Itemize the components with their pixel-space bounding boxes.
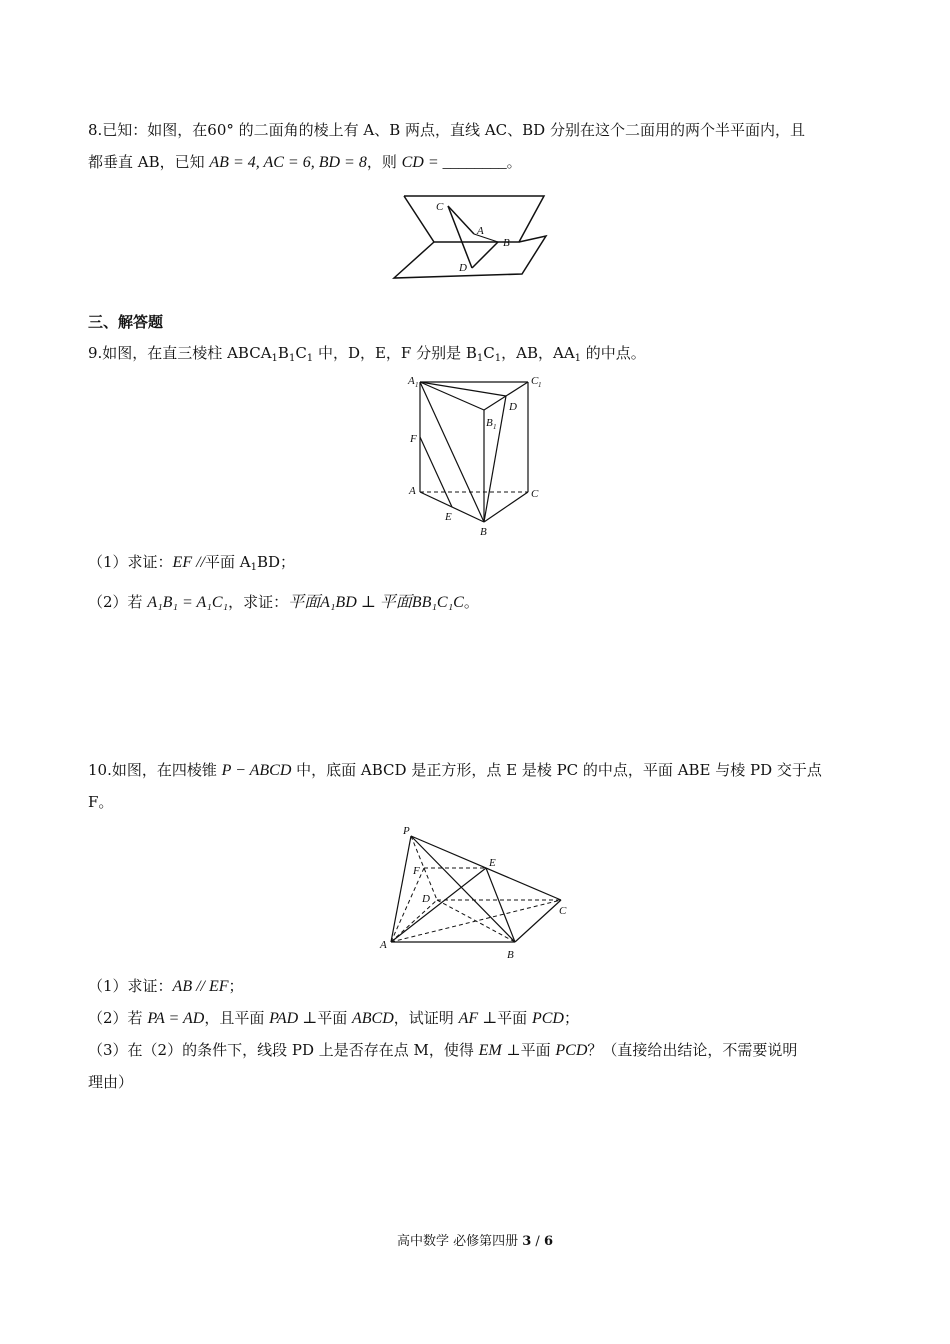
svg-text:1: 1	[493, 423, 497, 431]
section-heading-solutions: 三、解答题	[88, 313, 164, 331]
q10-part3: （3）在（2）的条件下，线段 PD 上是否存在点 M，使得 EM ⊥平面 PCD？（直接给出结论，不需要说明	[88, 1041, 798, 1059]
q9-label-e: E	[445, 511, 452, 523]
q10-line1: 10.如图，在四棱锥 P − ABCD 中，底面 ABCD 是正方形，点 E 是棱 PC 的中点，平面 ABE 与棱 PD 交于点	[88, 761, 822, 779]
svg-text:1: 1	[538, 381, 542, 389]
q10-label-p: P	[403, 825, 410, 837]
q10-pyramid-figure	[375, 822, 575, 962]
q10-line2: F。	[88, 793, 114, 811]
q10-label-c: C	[559, 905, 567, 917]
q9-label-c1: C	[531, 375, 539, 387]
q8-cd-blank: CD = ________	[401, 154, 507, 171]
q9-line1: 9.如图，在直三棱柱 $ABCA_1B_1C_1$ 中，D，E，F 分别是 $B_1C_1$，AB，$AA_1$ 的中点。	[88, 344, 646, 364]
q10-part3-line2: 理由）	[88, 1073, 134, 1091]
q10-label-e: E	[489, 857, 496, 869]
q9-label-a: A	[409, 485, 416, 497]
page-number: 3	[522, 1234, 532, 1249]
q8-label-c: C	[436, 201, 444, 213]
q9-label-d: D	[509, 401, 517, 413]
q8-line2: 都垂直 AB，已知 AB = 4, AC = 6, BD = 8，则 CD = ________。	[88, 153, 522, 171]
q9-label-c: C	[531, 488, 539, 500]
q9-part1: （1）求证：EF //平面 $A_1BD$；	[88, 553, 296, 573]
q8-label-b: B	[503, 237, 510, 249]
q9-label-a1: A	[408, 375, 415, 387]
q10-label-d: D	[422, 893, 430, 905]
q9-label-b1: B	[486, 417, 493, 429]
q10-part1: （1）求证：AB // EF；	[88, 977, 244, 995]
q9-label-f: F	[410, 433, 417, 445]
q10-part2: （2）若 PA = AD，且平面 PAD ⊥平面 ABCD，试证明 AF ⊥平面 PCD；	[88, 1009, 579, 1027]
q9-prism-figure	[400, 370, 550, 540]
svg-text:1: 1	[415, 381, 419, 389]
q8-line1: 8.已知：如图，在60° 的二面角的棱上有 A、B 两点，直线 AC、BD 分别在这个二面用的两个半平面内，且	[88, 121, 805, 139]
q8-label-a: A	[477, 225, 484, 237]
q9-label-b: B	[480, 526, 487, 538]
q10-label-a: A	[380, 939, 387, 951]
q8-label-d: D	[459, 262, 467, 274]
q8-dihedral-figure	[390, 190, 560, 282]
page-footer: 高中数学 必修第四册 3 / 6	[396, 1234, 553, 1249]
q8-given-math: AB = 4, AC = 6, BD = 8	[209, 154, 367, 171]
q10-label-b: B	[507, 949, 514, 961]
q9-part2: （2）若 A₁B₁ = A₁C₁，求证：平面A₁BD ⊥ 平面BB₁C₁C。	[88, 593, 479, 611]
q10-label-f: F	[413, 865, 420, 877]
page-total: 6	[543, 1234, 553, 1249]
